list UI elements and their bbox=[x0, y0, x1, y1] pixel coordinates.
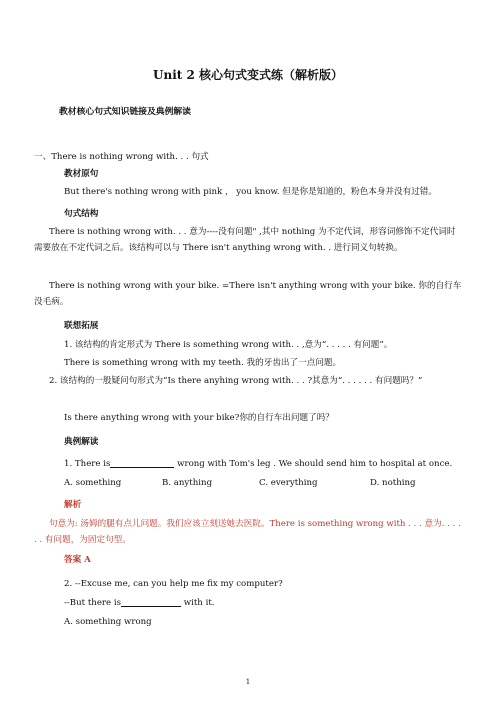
question-1 bbox=[64, 458, 452, 470]
extension-point-1: 1. 该结构的肯定形式为 There is something wrong with. . ,意为“. . . . . 有问题”。 bbox=[64, 340, 393, 350]
extension-example-2: Is there anything wrong with your bike?你的自行车出问题了吗？ bbox=[64, 413, 334, 423]
analysis-text: 句意为: 汤姆的腿有点儿问题。我们应该立刻送她去医院。There is something wrong with . . . 意为. . . . . . 有问题，为固定句型。 bbox=[34, 519, 461, 545]
page-number: 1 bbox=[245, 678, 251, 686]
extension-point-2: 2. 该结构的一般疑问句形式为“Is there anyhing wrong with. . . ?其意为“. . . . . . 有问题吗？” bbox=[49, 376, 423, 386]
question-2-stem-start: --But there is bbox=[64, 598, 122, 608]
structure-example: There is nothing wrong with your bike. =There isn't anything wrong with your bike. 你的自行车没毛病。 bbox=[34, 281, 462, 307]
section-title: 教材核心句式知识链接及典例解读 bbox=[59, 107, 191, 117]
label-examples: 典例解读 bbox=[64, 437, 99, 447]
label-original-sentence: 教材原句 bbox=[64, 169, 99, 179]
question-2-stem-end: with it. bbox=[181, 598, 215, 608]
label-sentence-structure: 句式结构 bbox=[64, 209, 99, 219]
option-b: B. anything bbox=[162, 478, 213, 488]
original-sentence: But there's nothing wrong with pink ， you know. 但是你是知道的，粉色本身并没有过错。 bbox=[64, 187, 437, 197]
label-analysis: 解析 bbox=[64, 500, 82, 510]
document-title: Unit 2 核心句式变式练（解析版） bbox=[153, 68, 343, 82]
structure-explanation: There is nothing wrong with. . . 意为----没有问题" ,其中 nothing 为不定代词，形容词修饰不定代词时需要放在不定代词之后。该结构可以与 There isn't anything wrong with. . 进行同义句转换。 bbox=[34, 227, 456, 253]
answer-blank bbox=[121, 597, 181, 607]
question-2-line-2 bbox=[64, 597, 215, 609]
label-extension: 联想拓展 bbox=[64, 321, 99, 331]
option-d: D. nothing bbox=[370, 478, 416, 488]
extension-example-1: There is something wrong with my teeth. 我的牙齿出了一点问题。 bbox=[64, 358, 342, 368]
question-1-stem-start: 1. There is bbox=[64, 459, 111, 469]
option-c: C. everything bbox=[259, 478, 318, 488]
question-2-option-a: A. something wrong bbox=[64, 617, 152, 627]
option-a: A. something bbox=[64, 478, 122, 488]
question-1-stem-end: wrong with Tom's leg . We should send him to hospital at once. bbox=[174, 459, 453, 469]
section-one-heading: 一、There is nothing wrong with. . . 句式 bbox=[34, 152, 209, 162]
answer-blank bbox=[110, 458, 174, 468]
label-answer: 答案 A bbox=[64, 555, 91, 565]
question-2-line-1: 2. --Excuse me, can you help me fix my computer? bbox=[64, 579, 283, 589]
